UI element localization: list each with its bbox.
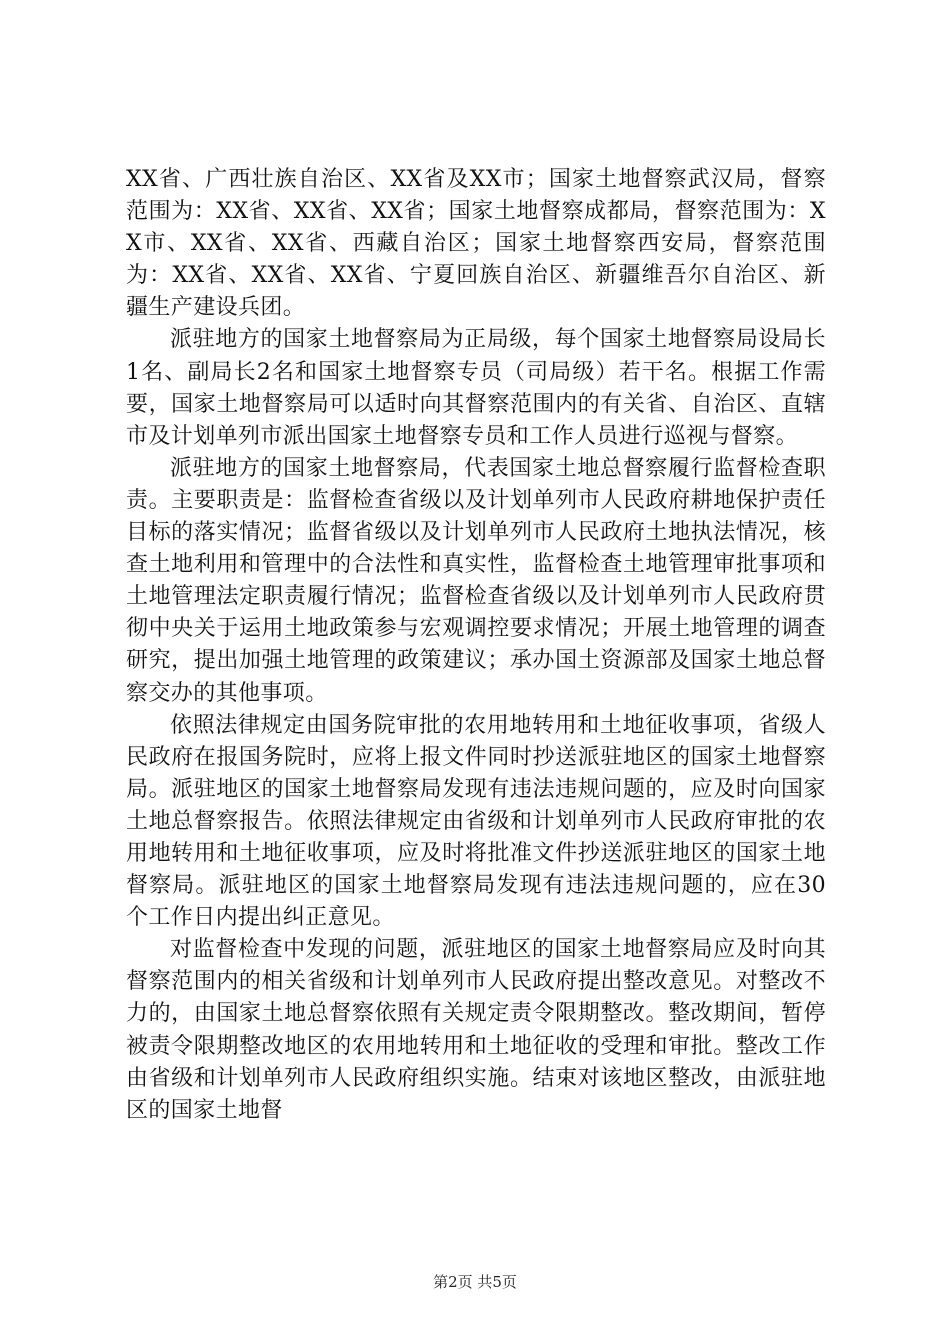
document-body — [126, 164, 826, 1127]
paragraph-1: XX省、广西壮族自治区、XX省及XX市；国家土地督察武汉局，督察范围为：XX省、XX省、XX省；国家土地督察成都局，督察范围为：XX市、XX省、XX省、西藏自治区；国家土地督察西安局，督察范围为：XX省、XX省、XX省、宁夏回族自治区、新疆维吾尔自治区、新疆生产建设兵团。 — [126, 167, 826, 321]
paragraph-3: 派驻地方的国家土地督察局，代表国家土地总督察履行监督检查职责。主要职责是：监督检查省级以及计划单列市人民政府耕地保护责任目标的落实情况；监督省级以及计划单列市人民政府土地执法情况，核查土地利用和管理中的合法性和真实性，监督检查土地管理审批事项和土地管理法定职责履行情况；监督检查省级以及计划单列市人民政府贯彻中央关于运用土地政策参与宏观调控要求情况；开展土地管理的调查研究，提出加强土地管理的政策建议；承办国土资源部及国家土地总督察交办的其他事项。 — [126, 455, 826, 706]
page-number-footer: 第2页 共5页 — [433, 1273, 517, 1291]
paragraph-5: 对监督检查中发现的问题，派驻地区的国家土地督察局应及时向其督察范围内的相关省级和计划单列市人民政府提出整改意见。对整改不力的，由国家土地总督察依照有关规定责令限期整改。整改期间，暂停被责令限期整改地区的农用地转用和土地征收的受理和审批。整改工作由省级和计划单列市人民政府组织实施。结束对该地区整改，由派驻地区的国家土地督 — [126, 937, 826, 1123]
paragraph-2: 派驻地方的国家土地督察局为正局级，每个国家土地督察局设局长1名、副局长2名和国家土地督察专员（司局级）若干名。根据工作需要，国家土地督察局可以适时向其督察范围内的有关省、自治区、直辖市及计划单列市派出国家土地督察专员和工作人员进行巡视与督察。 — [126, 327, 826, 449]
paragraph-4: 依照法律规定由国务院审批的农用地转用和土地征收事项，省级人民政府在报国务院时，应将上报文件同时抄送派驻地区的国家土地督察局。派驻地区的国家土地督察局发现有违法违规问题的，应及时向国家土地总督察报告。依照法律规定由省级和计划单列市人民政府审批的农用地转用和土地征收事项，应及时将批准文件抄送派驻地区的国家土地督察局。派驻地区的国家土地督察局发现有违法违规问题的，应在30个工作日内提出纠正意见。 — [126, 712, 826, 931]
